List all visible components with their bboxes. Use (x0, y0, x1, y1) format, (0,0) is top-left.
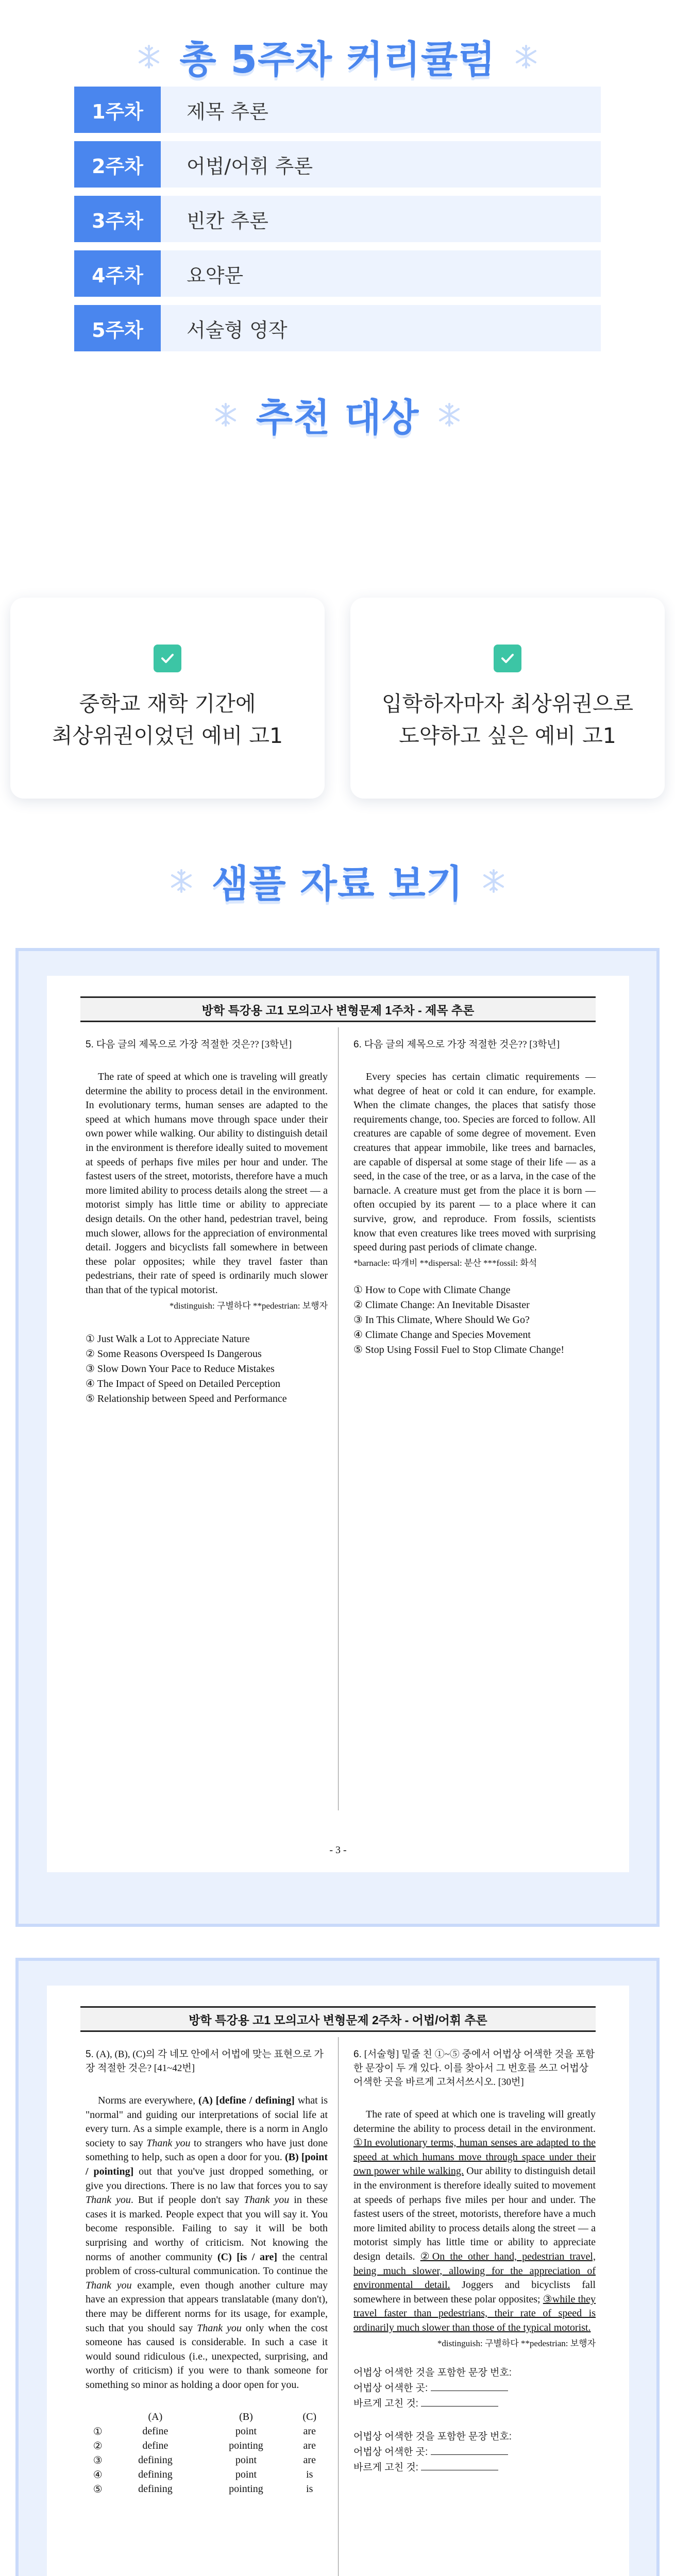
passage-italic: Thank you (244, 2194, 290, 2206)
answer-field[interactable] (353, 2445, 596, 2460)
table-cell: are (303, 2454, 316, 2466)
question-6 (353, 1038, 596, 1358)
passage-text: what is "normal" and guiding our interpretations of social life at every turn. As a simple example, there is a norm in Anglo society to say (86, 2095, 328, 2149)
answer-fields (353, 2365, 596, 2476)
passage-italic: Thank you (86, 2279, 132, 2291)
table-cell: pointing (229, 2483, 263, 2495)
choice-a: (A) [define / defining] (198, 2095, 295, 2106)
answer-line[interactable] (421, 2460, 498, 2470)
question-6 (353, 2047, 596, 2493)
answer-group (353, 2429, 596, 2476)
footnote: *distinguish: 구별하다 **pedestrian: 보행자 (169, 1300, 328, 1311)
option-number: ⑤ (93, 2483, 103, 2495)
option-number: ① (93, 2426, 103, 2437)
passage-text: to strangers who have just done something to help, such as open a door for you. (86, 2137, 328, 2163)
table-cell: is (306, 2468, 313, 2480)
table-cell: define (142, 2439, 168, 2451)
table-cell: are (303, 2439, 316, 2451)
curriculum-header (0, 21, 675, 93)
answer-options (353, 1283, 596, 1358)
field-label: 바르게 고친 것: (353, 2462, 418, 2473)
underlined-sentence: ①In evolutionary terms, human senses are adapted to the speed at which humans move through space under their own power while walking. (353, 2137, 596, 2177)
table-cell: point (235, 2454, 257, 2466)
week-topic: 어법/어휘 추론 (161, 141, 601, 188)
footnote: *barnacle: 따개비 **dispersal: 분산 ***fossil: 화석 (353, 1258, 537, 1268)
target-card (350, 598, 665, 799)
question-number: 5. (86, 2049, 94, 2060)
option[interactable]: ① How to Cope with Climate Change (353, 1284, 511, 1296)
paper-title: 방학 특강용 고1 모의고사 변형문제 1주차 - 제목 추론 (80, 996, 596, 1022)
question-number: 6. (353, 1039, 362, 1050)
question-prompt: 다음 글의 제목으로 가장 적절한 것은?? [3학년] (96, 1039, 292, 1050)
target-header (0, 379, 675, 451)
answer-line[interactable] (421, 2396, 498, 2406)
underlined-sentence: ②On the other hand, pedestrian travel, being much slower, allowing for the appreciation of environmental detail. (353, 2250, 596, 2291)
option-number: ② (93, 2440, 103, 2452)
field-label: 어법상 어색한 곳: (353, 2446, 428, 2458)
option[interactable]: ① Just Walk a Lot to Appreciate Nature (86, 1333, 250, 1345)
choice-c: (C) [is / are] (217, 2251, 278, 2263)
table-cell: point (235, 2468, 257, 2480)
table-row[interactable] (86, 2482, 328, 2496)
curriculum-table (74, 87, 601, 360)
sample-1 (15, 948, 660, 1927)
answer-table (86, 2410, 328, 2496)
table-header: (C) (302, 2411, 317, 2422)
curriculum-row (74, 305, 601, 351)
week-label: 2주차 (74, 141, 161, 188)
table-cell: defining (138, 2468, 173, 2480)
sample-paper (47, 976, 629, 1872)
option-number: ③ (93, 2454, 103, 2466)
question-text (86, 2047, 328, 2075)
target-cards (0, 598, 675, 799)
column-divider (338, 1027, 339, 1810)
option-number: ④ (93, 2469, 103, 2481)
passage-text: example, even though another culture may have an expression that appears translatable (many don't), there may be different norms for its usage, for example, such that you should say (86, 2279, 328, 2334)
answer-field[interactable] (353, 2381, 596, 2396)
paper-title: 방학 특강용 고1 모의고사 변형문제 2주차 - 어법/어휘 추론 (80, 2006, 596, 2032)
question-text (86, 1038, 328, 1052)
option[interactable]: ④ The Impact of Speed on Detailed Perception (86, 1378, 280, 1389)
option[interactable]: ④ Climate Change and Species Movement (353, 1329, 531, 1341)
passage-text: the central problem of cross-cultural communication. To continue the (86, 2251, 328, 2277)
snowflake-icon (481, 868, 507, 894)
curriculum-row (74, 196, 601, 242)
target-line-2: 도약하고 싶은 예비 고1 (399, 723, 616, 748)
samples-title: 샘플 자료 보기 (211, 862, 464, 906)
sample-paper (47, 1986, 629, 2576)
week-label: 4주차 (74, 250, 161, 297)
samples-header (0, 845, 675, 917)
page-number: - 3 - (329, 1844, 347, 1856)
table-cell (86, 2410, 110, 2424)
field-label: 어법상 어색한 곳: (353, 2382, 428, 2394)
check-icon (154, 645, 181, 672)
passage-text: . But if people don't say (130, 2194, 244, 2206)
question-text (353, 1038, 596, 1052)
question-prompt: (A), (B), (C)의 각 네모 안에서 어법에 맞는 표현으로 가장 적절한 것은? [41~42번] (86, 2049, 324, 2074)
question-5 (86, 2047, 328, 2496)
underlined-sentence: ③while they travel faster than pedestrians, their rate of speed is ordinarily much slower than those of the typical motorist. (353, 2293, 596, 2333)
table-row[interactable] (86, 2453, 328, 2467)
option[interactable]: ② Climate Change: An Inevitable Disaster (353, 1299, 530, 1311)
passage-text: Joggers and bicyclists fall somewhere in between these polar opposites; (353, 2279, 596, 2305)
table-header: (B) (239, 2411, 253, 2422)
curriculum-row (74, 250, 601, 297)
table-cell: are (303, 2425, 316, 2437)
option[interactable]: ③ In This Climate, Where Should We Go? (353, 1314, 530, 1326)
table-row[interactable] (86, 2438, 328, 2453)
passage-italic: Thank you (146, 2137, 191, 2149)
field-label: 어법상 어색한 것을 포함한 문장 번호: (353, 2431, 512, 2442)
field-label: 어법상 어색한 것을 포함한 문장 번호: (353, 2367, 512, 2378)
passage-text: only when the cost someone has caused is considerable. In such a case it would sound ridiculous (i.e., unexpected, surprising, and worthy of criticism) if you were to thank someone for something so minor as holding a door open for you. (86, 2322, 328, 2391)
week-label: 3주차 (74, 196, 161, 242)
table-cell: is (306, 2483, 313, 2495)
option[interactable]: ② Some Reasons Overspeed Is Dangerous (86, 1348, 262, 1360)
field-label: 바르게 고친 것: (353, 2398, 418, 2409)
table-cell: pointing (229, 2439, 263, 2451)
question-text (353, 2047, 596, 2089)
curriculum-row (74, 87, 601, 133)
passage-italic: Thank you (197, 2322, 242, 2334)
target-line-1: 입학하자마자 최상위권으로 (381, 691, 634, 716)
table-row[interactable] (86, 2424, 328, 2438)
footnote: *distinguish: 구별하다 **pedestrian: 보행자 (437, 2338, 596, 2348)
passage-italic: Thank you (86, 2194, 131, 2206)
answer-group (353, 2365, 596, 2412)
target-line-1: 중학교 재학 기간에 (79, 691, 256, 716)
question-number: 5. (86, 1039, 94, 1050)
option[interactable]: ⑤ Relationship between Speed and Performance (86, 1393, 287, 1404)
passage (353, 2108, 596, 2335)
answer-line[interactable] (431, 2381, 508, 2391)
passage-text: The rate of speed at which one is traveling will greatly determine the ability to process detail in the environment. (353, 2109, 596, 2134)
passage: Every species has certain climatic requirements — what degree of heat or cold it can endure, for example. When the climate changes, the places that satisfy those requirements change, too. Species are forced to follow. All creatures are capable of some degree of movement. Even creatures that appear immobile, like trees and barnacles, are capable of dispersal at some stage of their life — as a seed, in the case of the tree, or as a larva, in the case of the barnacle. A creature must get from the place it is born — often occupied by its parent — to a place where it can survive, grow, and reproduce. From fossils, scientists know that even creatures like trees moved with surprising speed during past periods of climate change. (353, 1071, 596, 1253)
answer-field[interactable] (353, 2365, 596, 2381)
passage-text: Our ability to distinguish detail in the environment is therefore ideally suited to movement at speeds of perhaps five miles per hour and under. The fastest users of the street, motorists, therefore have a much more limited ability to process details along the street — a motorist simply has little time or ability to appreciate design details. (353, 2165, 596, 2262)
table-row[interactable] (86, 2467, 328, 2482)
question-prompt: [서술형] 밑줄 친 ①~⑤ 중에서 어법상 어색한 것을 포함한 문장이 두 개 있다. 이를 찾아서 그 번호를 쓰고 어법상 어색한 곳을 바르게 고쳐서쓰시오. [30번] (353, 2049, 595, 2088)
choice-b: (B) [point / pointing] (86, 2151, 328, 2177)
option[interactable]: ⑤ Stop Using Fossil Fuel to Stop Climate Change! (353, 1344, 565, 1355)
snowflake-icon (136, 44, 162, 70)
table-header: (A) (148, 2411, 163, 2422)
snowflake-icon (513, 44, 539, 70)
snowflake-icon (436, 402, 462, 428)
target-title: 추천 대상 (256, 396, 419, 440)
passage-text: out that you've just dropped something, or give you directions. There is no law that forces you to say (86, 2165, 328, 2192)
week-label: 1주차 (74, 87, 161, 133)
question-5 (86, 1038, 328, 1406)
answer-options (86, 1332, 328, 1406)
week-topic: 요약문 (161, 250, 601, 297)
week-topic: 제목 추론 (161, 87, 601, 133)
curriculum-row (74, 141, 601, 188)
passage: The rate of speed at which one is traveling will greatly determine the ability to process detail in the environment. In evolutionary terms, human senses are adapted to the speed at which humans move through space under their own power while walking. Our ability to distinguish detail in the environment is therefore ideally suited to movement at speeds of perhaps five miles per hour and under. The fastest users of the street, motorists, therefore have a much more limited ability to process details along the street — a motorist simply has little time or ability to appreciate design details. On the other hand, pedestrian travel, being much slower, allows for the appreciation of environmental detail. Joggers and bicyclists fall somewhere in between these polar opposites; while they travel faster than pedestrians, their rate of speed is ordinarily much slower than that of the typical motorist. (86, 1071, 328, 1296)
option[interactable]: ③ Slow Down Your Pace to Reduce Mistakes (86, 1363, 275, 1375)
table-cell: defining (138, 2454, 173, 2466)
table-cell: defining (138, 2483, 173, 2495)
answer-field[interactable] (353, 2396, 596, 2412)
snowflake-icon (213, 402, 239, 428)
snowflake-icon (168, 868, 194, 894)
question-number: 6. (353, 2049, 362, 2060)
curriculum-title: 총 5주차 커리큘럼 (179, 38, 496, 82)
passage (86, 2094, 328, 2392)
target-line-2: 최상위권이었던 예비 고1 (52, 723, 283, 748)
answer-table-head (86, 2410, 328, 2424)
week-label: 5주차 (74, 305, 161, 351)
check-icon (494, 645, 521, 672)
answer-field[interactable] (353, 2460, 596, 2476)
table-cell: point (235, 2425, 257, 2437)
passage-text: Norms are everywhere, (98, 2095, 199, 2106)
target-card (10, 598, 325, 799)
answer-line[interactable] (431, 2445, 508, 2455)
column-divider (338, 2037, 339, 2576)
passage-text: in these cases it is marked. People expect that you will say it. You become responsible. Failing to say it will be both surprising and worthy of criticism. Not knowing the norms of another community (86, 2194, 328, 2263)
question-prompt: 다음 글의 제목으로 가장 적절한 것은?? [3학년] (364, 1039, 560, 1050)
week-topic: 빈칸 추론 (161, 196, 601, 242)
week-topic: 서술형 영작 (161, 305, 601, 351)
sample-2 (15, 1958, 660, 2576)
table-cell: define (142, 2425, 168, 2437)
answer-field[interactable] (353, 2429, 596, 2445)
